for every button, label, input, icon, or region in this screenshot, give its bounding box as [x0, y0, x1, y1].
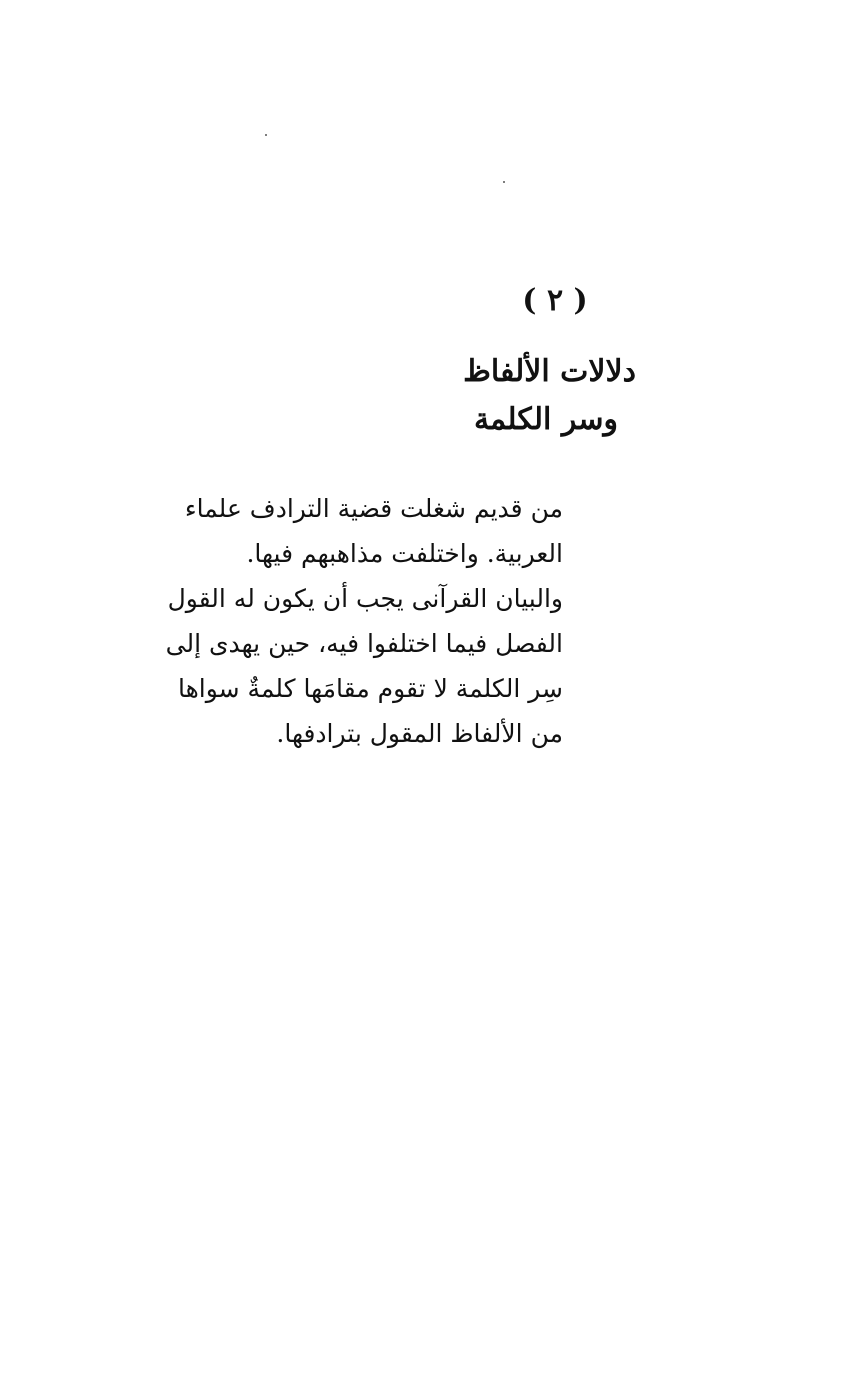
paragraph-line: سِر الكلمة لا تقوم مقامَها كلمةٌ سواها: [177, 674, 563, 703]
chapter-number: ( ٢ ): [522, 283, 588, 318]
body-paragraph: [165, 486, 563, 756]
chapter-title-line-1: دلالات الألفاظ: [463, 354, 636, 389]
speck-mark: [503, 181, 505, 183]
paragraph-line: من قديم شغلت قضية الترادف علماء: [184, 494, 563, 523]
speck-mark: [265, 134, 267, 136]
chapter-title: [336, 348, 636, 444]
paragraph-line: العربية. واختلفت مذاهبهم فيها.: [246, 539, 563, 568]
paragraph-line: الفصل فيما اختلفوا فيه، حين يهدى إلى: [165, 629, 563, 658]
paragraph-line: والبيان القرآنى يجب أن يكون له القول: [167, 584, 563, 613]
paragraph-line: من الألفاظ المقول بترادفها.: [276, 719, 563, 748]
chapter-title-line-2: وسر الكلمة: [473, 402, 618, 437]
